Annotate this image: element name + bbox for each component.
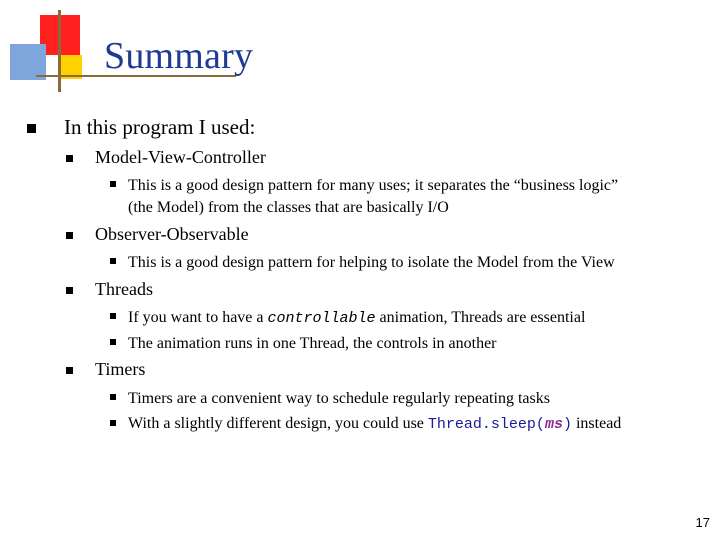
code-snippet: Thread.sleep( xyxy=(427,416,545,433)
intro-text: In this program I used: xyxy=(64,115,256,139)
bullet-square-icon xyxy=(110,313,116,319)
slide-title: Summary xyxy=(104,35,254,77)
section-heading: Observer-Observable xyxy=(95,224,249,244)
section-heading: Model-View-Controller xyxy=(95,147,266,167)
text-segment: With a slightly different design, you could use xyxy=(128,415,428,432)
section-heading: Timers xyxy=(95,359,146,379)
emphasis-text: controllable xyxy=(267,310,376,327)
bullet-text: Timers are a convenient way to schedule regularly repeating tasks xyxy=(128,390,550,407)
bullet-text: This is a good design pattern for helping to isolate the Model from the View xyxy=(128,254,615,271)
bullet-text-continued: (the Model) from the classes that are basically I/O xyxy=(128,199,449,216)
bullet-square-icon xyxy=(110,394,116,400)
text-segment: animation, Threads are essential xyxy=(375,309,586,326)
text-segment: If you want to have a xyxy=(128,309,268,326)
text-segment: instead xyxy=(571,415,622,432)
code-snippet-end: ) xyxy=(562,416,572,433)
bullet-square-icon xyxy=(66,232,73,239)
bullet-text xyxy=(128,307,585,330)
bullet-square-icon xyxy=(110,420,116,426)
bullet-square-icon xyxy=(27,124,36,133)
bullet-square-icon xyxy=(110,181,116,187)
bullet-square-icon xyxy=(66,287,73,294)
bullet-text xyxy=(128,413,621,436)
logo-vertical-line xyxy=(58,10,61,92)
bullet-text: The animation runs in one Thread, the controls in another xyxy=(128,335,497,352)
section-heading: Threads xyxy=(95,279,153,299)
code-parameter: ms xyxy=(544,416,563,433)
bullet-square-icon xyxy=(66,155,73,162)
page-number: 17 xyxy=(695,515,710,530)
bullet-text: This is a good design pattern for many uses; it separates the “business logic” xyxy=(128,177,619,194)
bullet-square-icon xyxy=(110,339,116,345)
bullet-square-icon xyxy=(66,367,73,374)
bullet-square-icon xyxy=(110,258,116,264)
